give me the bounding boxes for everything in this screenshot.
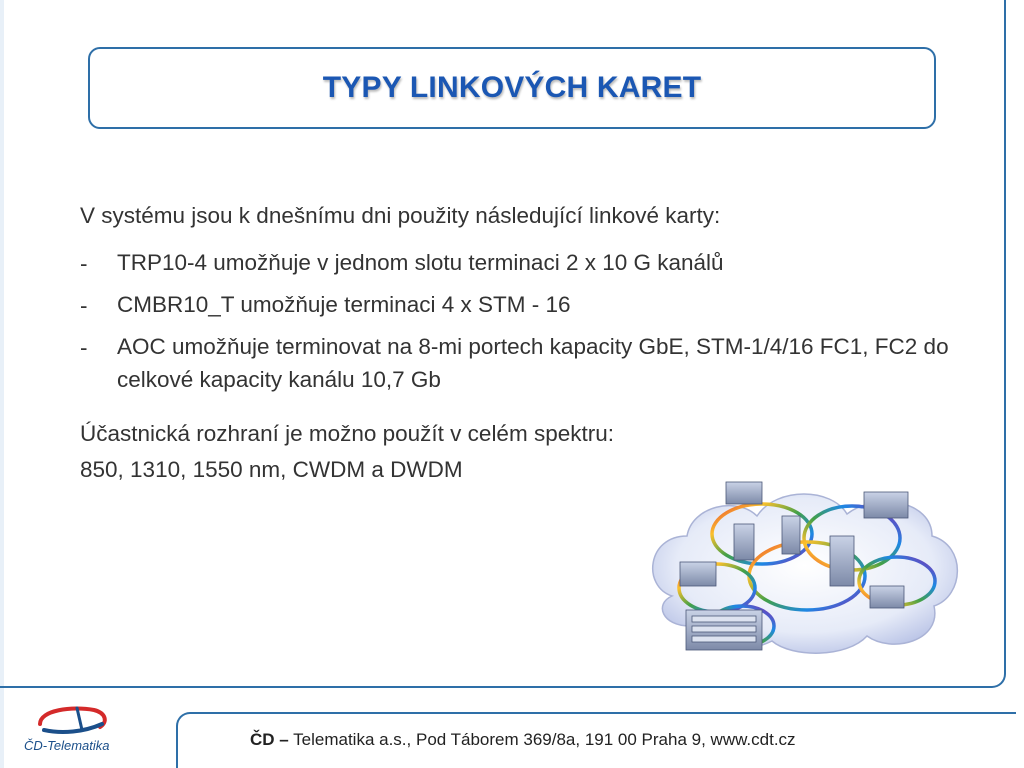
list-item [80, 246, 960, 282]
footer-company-address: Telematika a.s., Pod Táborem 369/8a, 191 00 Praha 9, www.cdt.cz [288, 730, 796, 749]
list-item-text: TRP10-4 umožňuje v jednom slotu terminaci 2 x 10 G kanálů [117, 250, 724, 275]
list-item [80, 288, 960, 324]
footer-text [250, 730, 796, 750]
card-list [80, 246, 960, 396]
bullet-dash: - [80, 293, 88, 318]
list-item-text: CMBR10_T umožňuje terminaci 4 x STM - 16 [117, 292, 571, 317]
slide-content [80, 198, 960, 488]
footer-company-prefix: ČD – [250, 730, 289, 749]
list-item [80, 330, 960, 396]
interfaces-line-2: 850, 1310, 1550 nm, CWDM a DWDM [80, 457, 463, 482]
title-box [88, 47, 936, 129]
network-diagram [642, 476, 962, 656]
interfaces-line-1: Účastnická rozhraní je možno použít v celém spektru: [80, 421, 614, 446]
bullet-dash: - [80, 251, 88, 276]
logo-text: ČD-Telematika [24, 738, 110, 753]
logo-emblem-icon [40, 708, 105, 732]
intro-text: V systému jsou k dnešnímu dni použity následující linkové karty: [80, 203, 721, 228]
bullet-dash: - [80, 335, 88, 360]
slide-title: TYPY LINKOVÝCH KARET [322, 71, 702, 104]
list-item-text: AOC umožňuje terminovat na 8-mi portech kapacity GbE, STM-1/4/16 FC1, FC2 do celkové kapacity kanálu 10,7 Gb [117, 334, 949, 392]
